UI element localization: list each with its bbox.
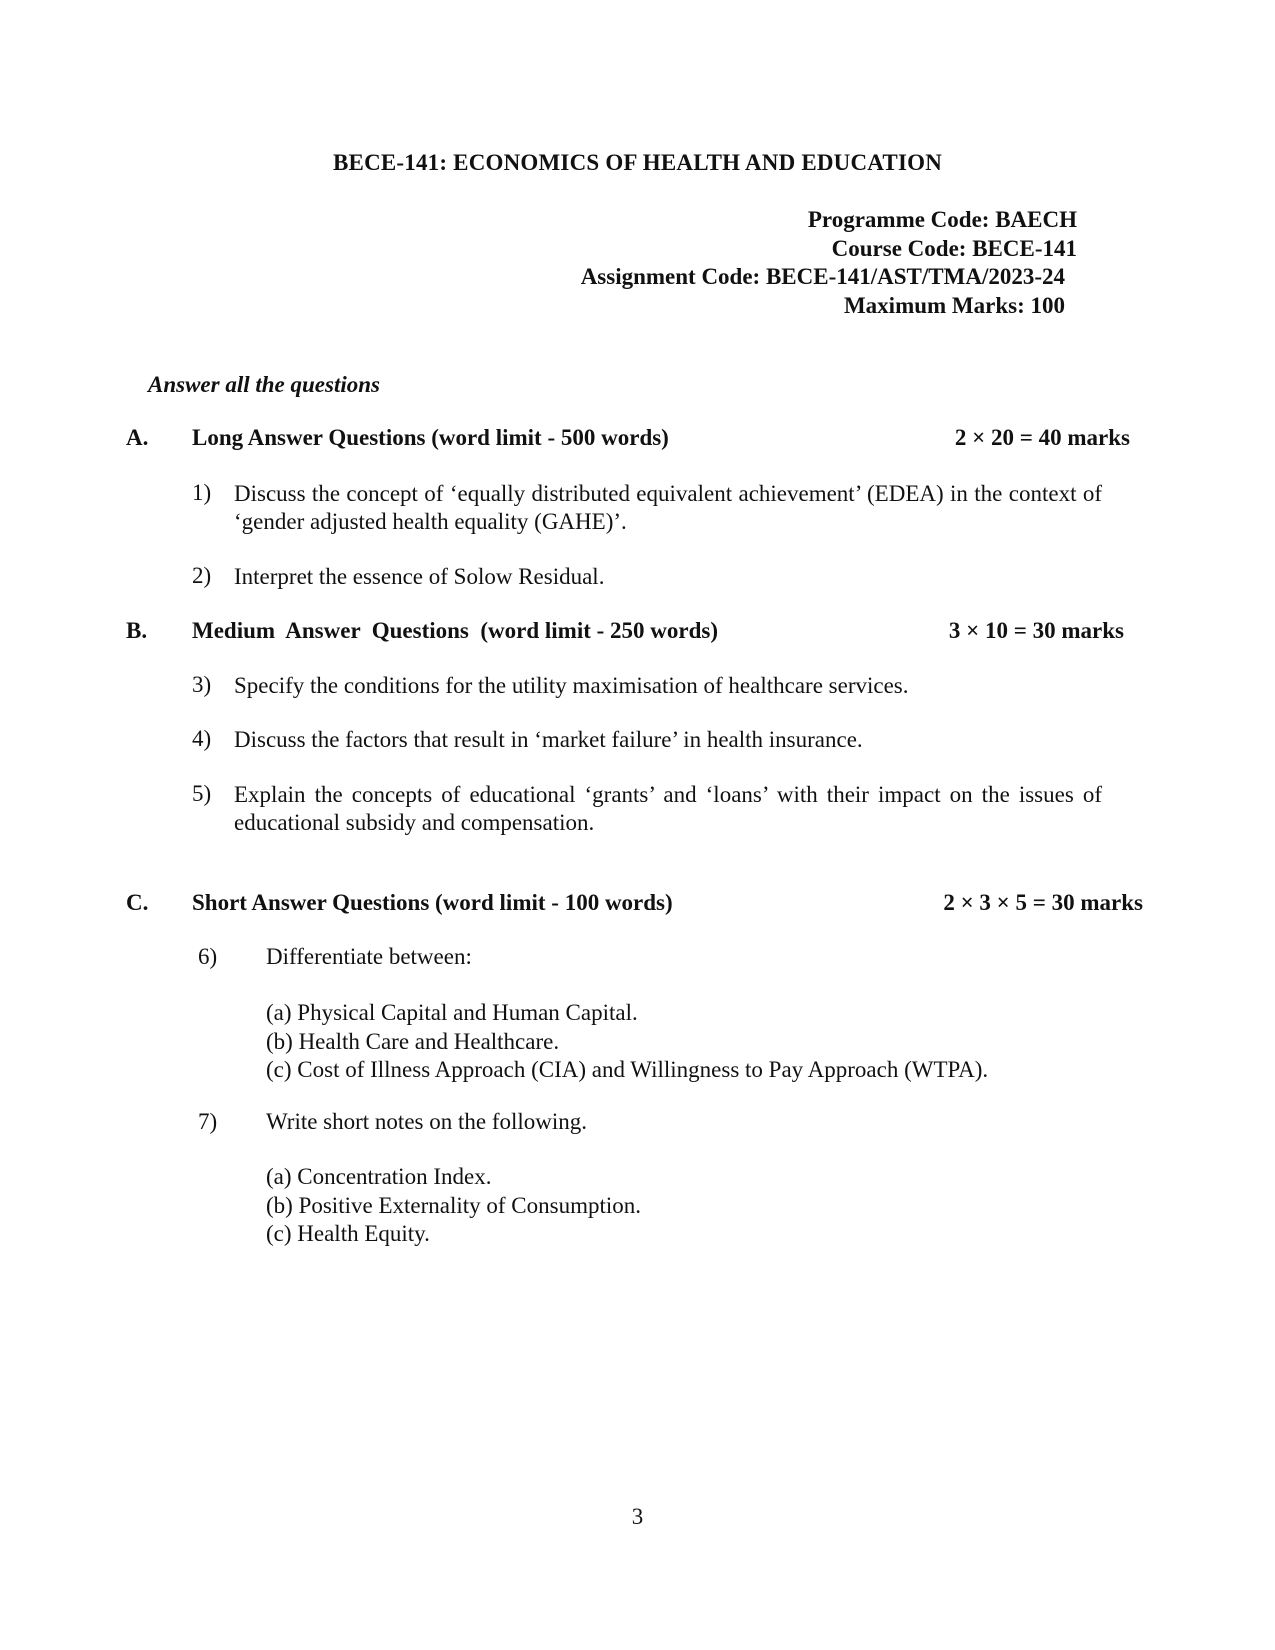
question-text: Specify the conditions for the utility maximisation of healthcare services. (234, 673, 909, 698)
sub-question: (b) Positive Externality of Consumption. (266, 1192, 641, 1218)
question-number: 7) (198, 1109, 218, 1134)
question-number: 3) (192, 672, 212, 697)
section-c-marks: 2 × 3 × 5 = 30 marks (943, 890, 1143, 915)
question-number: 6) (198, 944, 218, 969)
section-a-title: Long Answer Questions (word limit - 500 words) (192, 425, 669, 450)
question-number: 2) (192, 563, 212, 588)
question-text: Write short notes on the following. (266, 1109, 588, 1134)
assignment-code: Assignment Code: BECE-141/AST/TMA/2023-24 (580, 264, 1065, 289)
document-title: BECE-141: ECONOMICS OF HEALTH AND EDUCATION (332, 150, 942, 175)
sub-question: (a) Concentration Index. (266, 1164, 492, 1189)
sub-question: (a) Physical Capital and Human Capital. (266, 1000, 638, 1025)
section-b-title: Medium Answer Questions (word limit - 250 words) (192, 618, 719, 643)
question-number: 4) (192, 726, 212, 751)
question-number: 5) (192, 781, 212, 806)
maximum-marks: Maximum Marks: 100 (843, 292, 1065, 318)
section-b-letter: B. (126, 618, 148, 643)
course-code: Course Code: BECE-141 (831, 235, 1077, 261)
section-a-letter: A. (126, 425, 149, 450)
programme-code: Programme Code: BAECH (807, 207, 1077, 232)
question-number: 1) (192, 480, 212, 505)
question-text: Differentiate between: (266, 944, 472, 969)
sub-question: (b) Health Care and Healthcare. (266, 1028, 560, 1054)
section-c-title: Short Answer Questions (word limit - 100 words) (192, 890, 673, 915)
sub-question-list (266, 999, 988, 1085)
sub-question-list (266, 1163, 641, 1249)
sub-question: (c) Cost of Illness Approach (CIA) and Willingness to Pay Approach (WTPA). (266, 1057, 989, 1082)
instruction: Answer all the questions (148, 372, 380, 397)
question-text: Discuss the concept of ‘equally distributed equivalent achievement’ (EDEA) in the context of ‘gender adjusted health equality (GAHE)’. (234, 481, 1102, 534)
question-text: Explain the concepts of educational ‘grants’ and ‘loans’ with their impact on the issues of educational subsidy and compensation. (234, 782, 1102, 835)
page-number: 3 (631, 1504, 644, 1529)
sub-question: (c) Health Equity. (266, 1221, 430, 1246)
section-a-marks: 2 × 20 = 40 marks (954, 425, 1130, 450)
question-text: Discuss the factors that result in ‘market failure’ in health insurance. (234, 727, 863, 752)
section-c-letter: C. (126, 890, 149, 915)
question-text: Interpret the essence of Solow Residual. (234, 564, 605, 589)
assignment-codes (581, 206, 1077, 320)
section-b-marks: 3 × 10 = 30 marks (948, 618, 1124, 643)
